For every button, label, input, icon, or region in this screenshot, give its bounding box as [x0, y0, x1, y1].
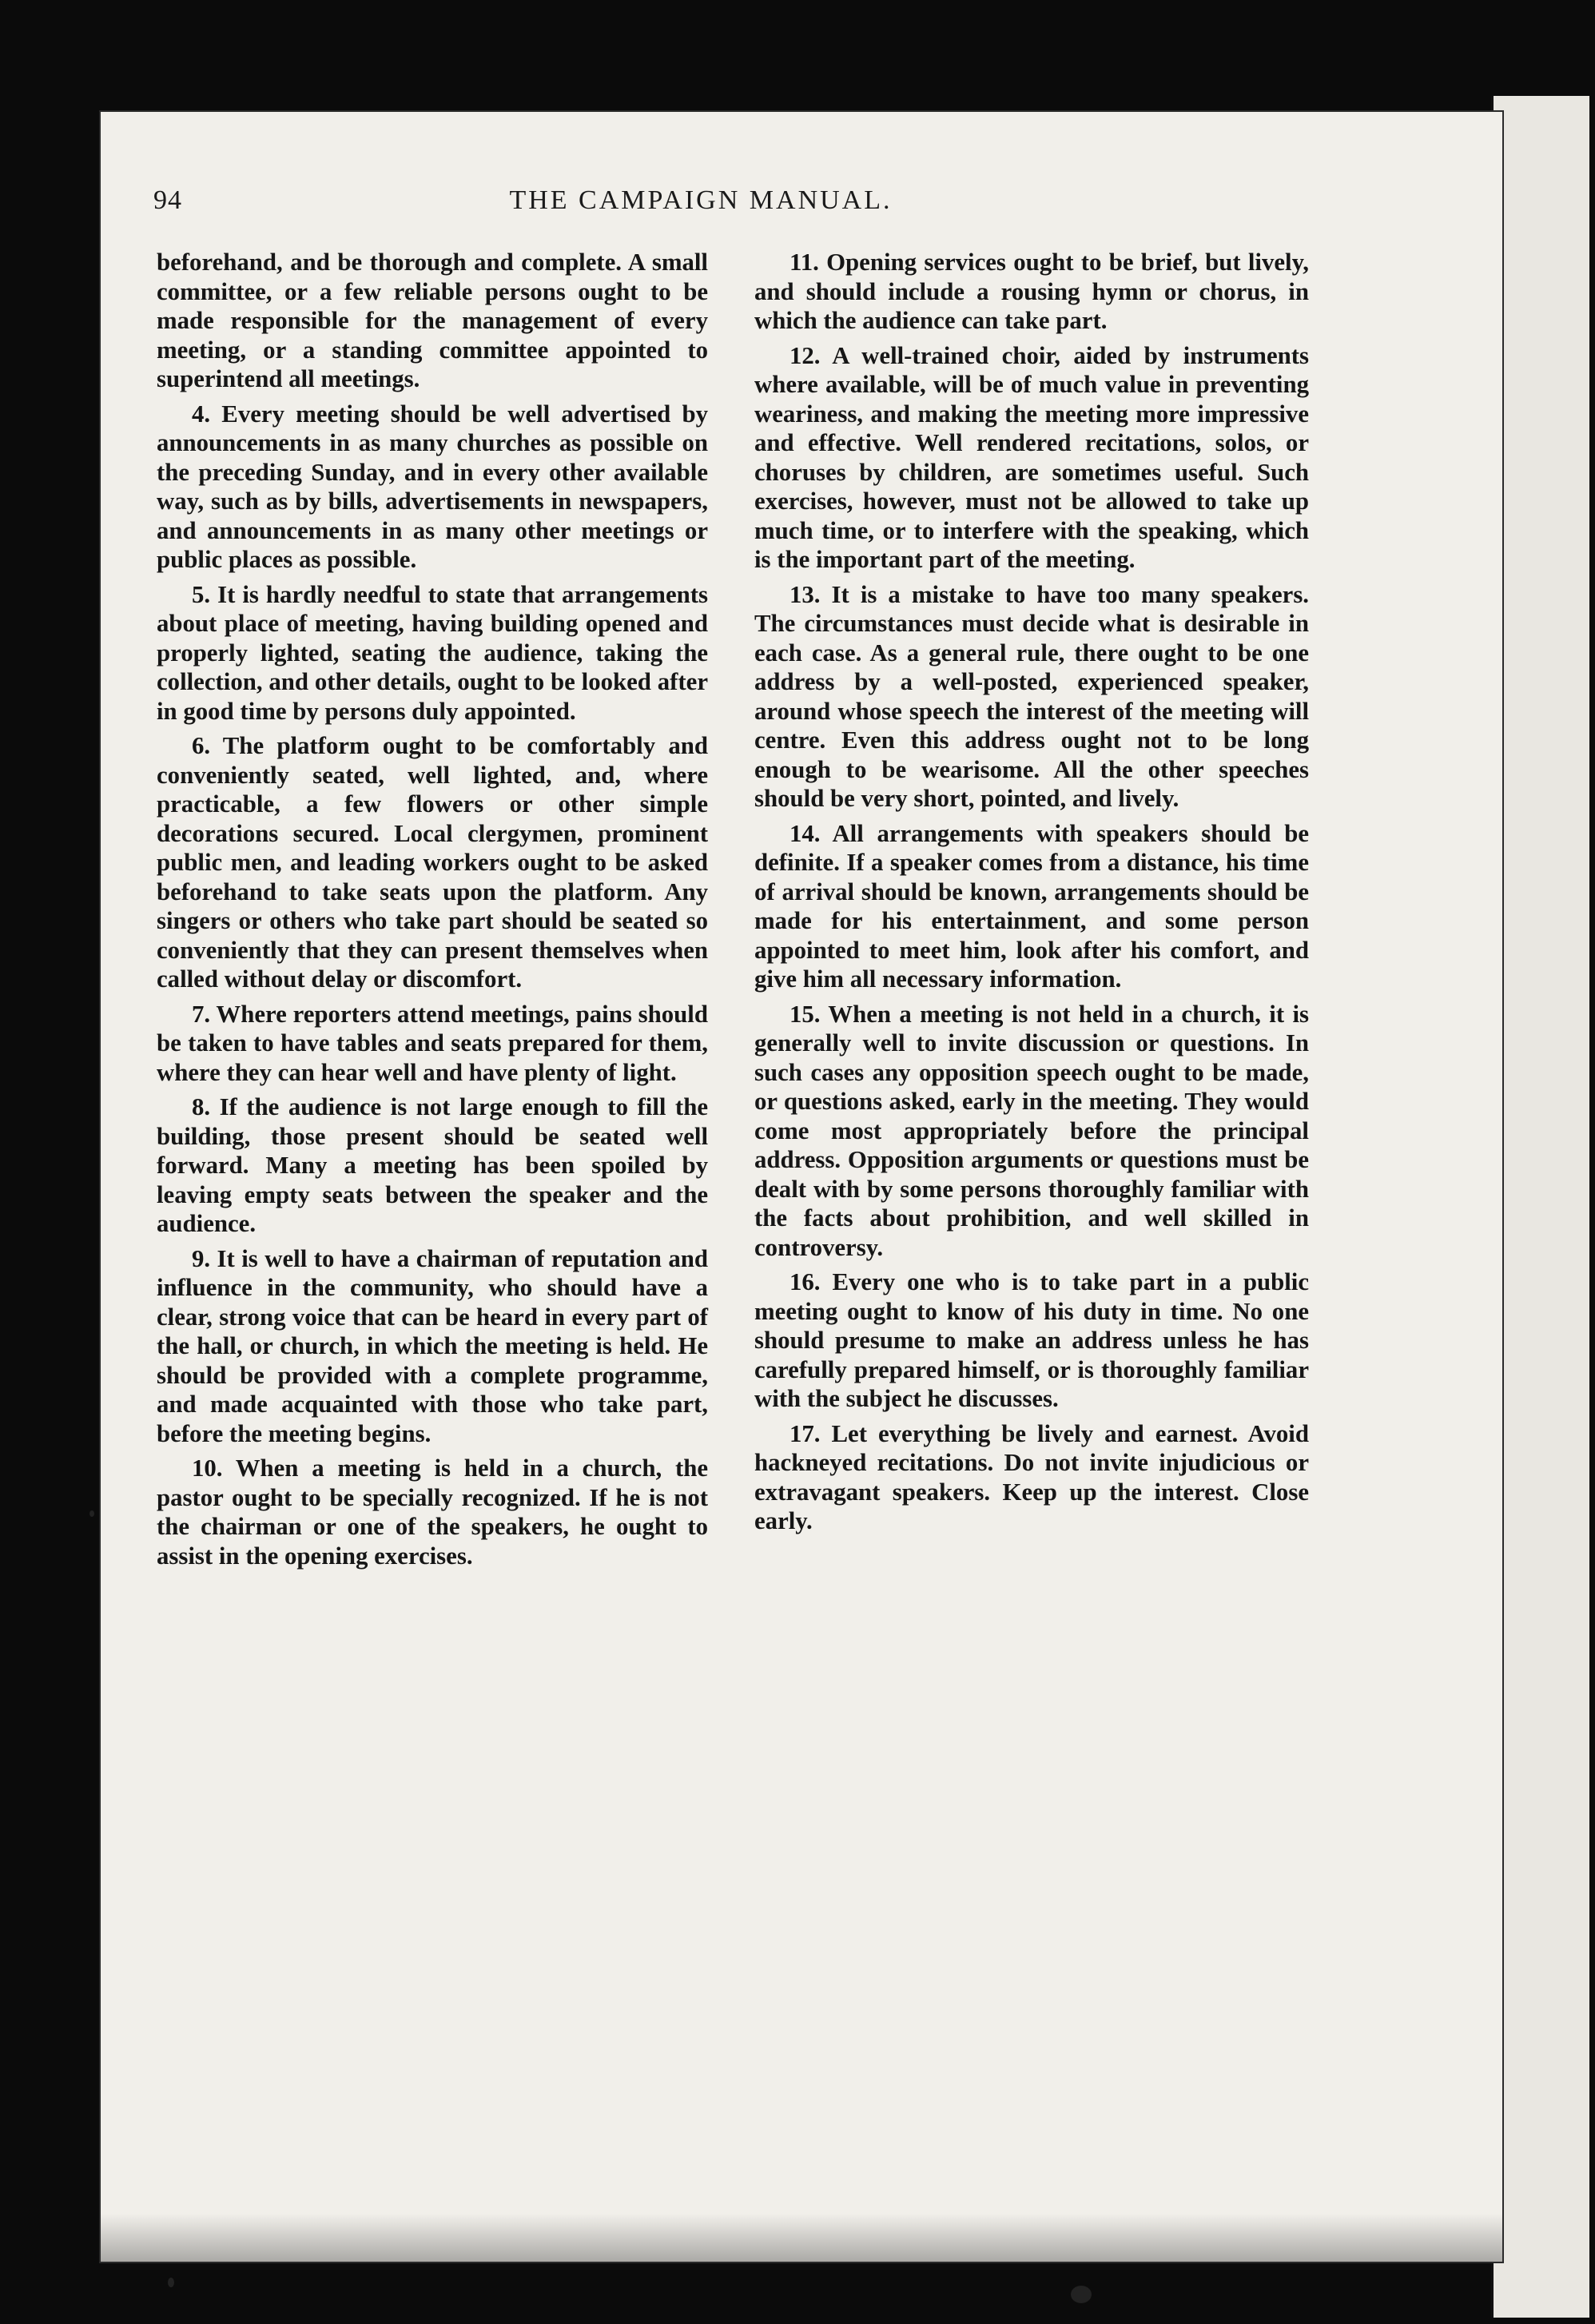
paragraph-17: 17. Let everything be lively and earnest. Avoid hackneyed recitations. Do not invite injudicious or extravagant speakers. Keep up the interest. Close early. [754, 1419, 1309, 1534]
paragraph-13: 13. It is a mistake to have too many speakers. The circumstances must decide what is desirable in each case. As a general rule, there ought to be one address by a well-posted, experienced speaker, around whose speech the interest of the meeting will centre. Even this address ought not to be long enough to be wearisome. All the other speeches should be very short, pointed, and lively. [754, 580, 1309, 812]
paragraph-11: 11. Opening services ought to be brief, but lively, and should include a rousing hymn or chorus, in which the audience can take part. [754, 249, 1309, 334]
paragraph-12: 12. A well-trained choir, aided by instruments where available, will be of much value in preventing weariness, and making the meeting more impressive and effective. Well rendered recitations, solos, or choruses by children, are sometimes useful. Such exercises, however, must not be allowed to take up much time, or to interfere with the speaking, which is the important part of the meeting. [754, 341, 1309, 573]
paragraph-14: 14. All arrangements with speakers should be definite. If a speaker comes from a distance, his time of arrival should be known, arrangements should be made for his entertainment, and some person appointed to meet him, look after his comfort, and give him all necessary information. [754, 819, 1309, 993]
paragraph-10: 10. When a meeting is held in a church, the pastor ought to be specially recognized. If he is not the chairman or one of the speakers, he ought to assist in the opening exercises. [157, 1454, 708, 1570]
scan-speck [1071, 2286, 1092, 2303]
paragraph-6: 6. The platform ought to be comfortably and conveniently seated, well lighted, and, where practicable, a few flowers or other simple decorations secured. Local clergymen, prominent public men, and leading workers ought to be asked beforehand to take seats upon the platform. Any singers or others who take part should be seated so conveniently that they can present themselves when called without delay or discomfort. [157, 732, 708, 993]
paragraph-4: 4. Every meeting should be well advertised by announcements in as many churches as possible on the preceding Sunday, and in every other available way, such as by bills, advertisements in newspapers, and announcements in as many other meetings or public places as possible. [157, 400, 708, 573]
left-column [157, 248, 708, 1576]
paragraph-5: 5. It is hardly needful to state that arrangements about place of meeting, having building opened and properly lighted, seating the audience, taking the collection, and other details, ought to be looked after in good time by persons duly appointed. [157, 580, 708, 725]
paragraph-7: 7. Where reporters attend meetings, pains should be taken to have tables and seats prepared for them, where they can hear well and have plenty of light. [157, 1000, 708, 1086]
paragraph-15: 15. When a meeting is not held in a church, it is generally well to invite discussion or questions. In such cases any opposition speech ought to be made, or questions asked, early in the meeting. They would come most appropriately before the principal address. Opposition arguments or questions must be dealt with by some persons thoroughly familiar with the facts about prohibition, and well skilled in controversy. [754, 1000, 1309, 1261]
opposite-page-edge [1491, 96, 1589, 2318]
scan-speck [168, 2278, 174, 2287]
page-number: 94 [153, 185, 182, 215]
page-header [153, 185, 1248, 233]
running-title: THE CAMPAIGN MANUAL. [509, 185, 893, 215]
paragraph-continued: beforehand, and be thorough and complete. A small committee, or a few reliable persons ought to be made responsible for the management of every meeting, or a standing committee appointed to superintend all meetings. [157, 249, 708, 392]
right-column [754, 248, 1309, 1542]
paragraph-8: 8. If the audience is not large enough to fill the building, those present should be seated well forward. Many a meeting has been spoiled by leaving empty seats between the speaker and the audience. [157, 1093, 708, 1237]
paragraph-16: 16. Every one who is to take part in a public meeting ought to know of his duty in time. No one should presume to make an address unless he has carefully prepared himself, or is thoroughly familiar with the subject he discusses. [754, 1268, 1309, 1412]
scan-speck [89, 1510, 94, 1517]
paragraph-9: 9. It is well to have a chairman of reputation and influence in the community, who should have a clear, strong voice that can be heard in every part of the hall, or church, in which the meeting is held. He should be provided with a complete programme, and made acquainted with those who take part, before the meeting begins. [157, 1244, 708, 1447]
